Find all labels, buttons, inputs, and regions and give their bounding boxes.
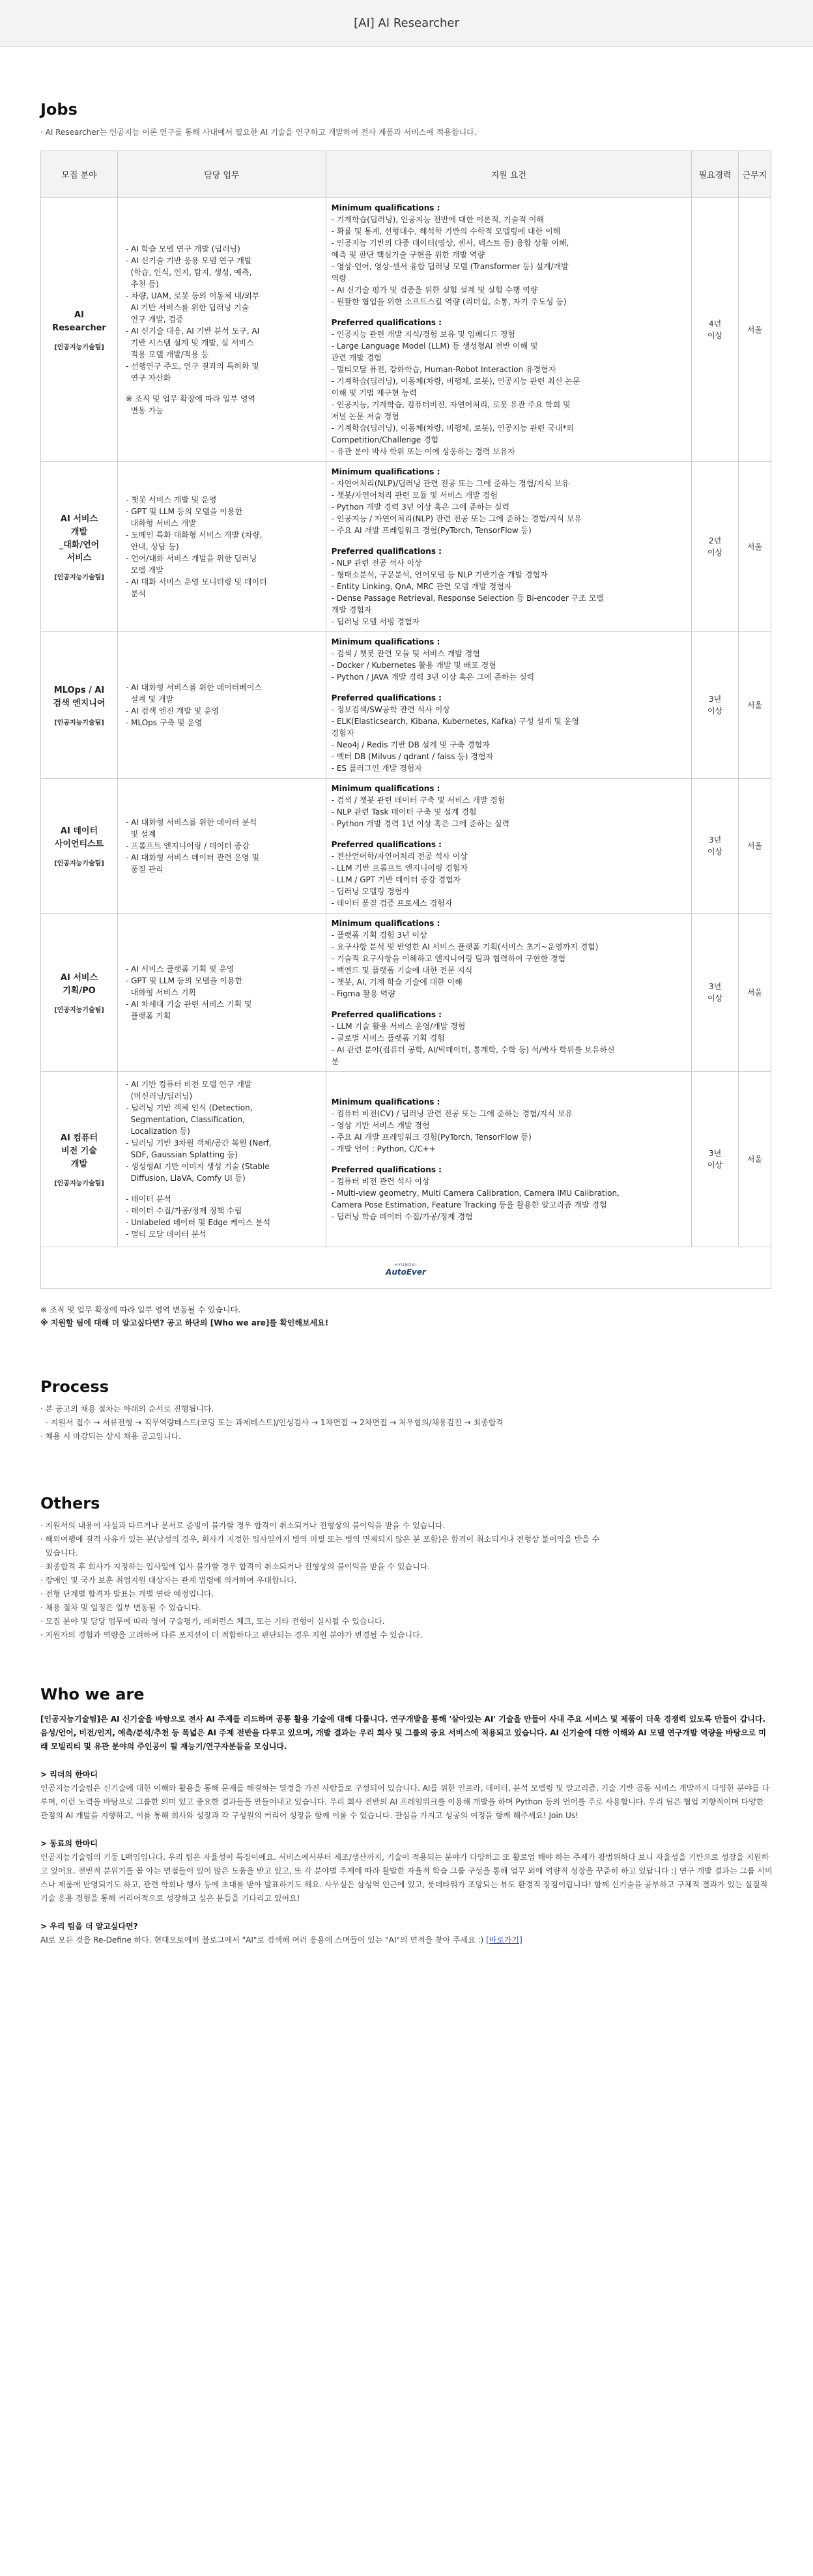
minimum-qualification-line: - 영상 기반 서비스 개발 경험 xyxy=(331,1121,430,1130)
others-line: · 모집 분야 및 담당 업무에 따라 영어 구술평가, 레퍼런스 체크, 또는 기타 전형이 실시될 수 있습니다. xyxy=(40,1617,385,1626)
job-experience-cell xyxy=(692,779,739,914)
job-division: [인공지능기술팀] xyxy=(54,1006,104,1014)
preferred-qualification-line: 저널 논문 저술 경험 xyxy=(331,412,399,421)
duty-line: 안내, 상담 등) xyxy=(125,542,179,551)
job-area-name: 서비스 xyxy=(66,553,92,563)
header-duties: 담당 업무 xyxy=(117,151,326,198)
preferred-qualification-line: - Large Language Model (LLM) 등 생성형AI 전반 이해 및 xyxy=(331,341,538,351)
experience-text: 이상 xyxy=(707,1161,723,1170)
job-requirements-cell xyxy=(326,198,691,462)
duty-line: - 딥러닝 기반 3차원 객체/공간 복원 (Nerf, xyxy=(125,1138,272,1148)
duty-line: - 데이터 분석 xyxy=(125,1194,171,1204)
duty-line: 기반 시스템 설계 및 개발, 실 서비스 xyxy=(125,338,254,347)
minimum-qualification-line: - NLP 관련 Task 데이터 구축 및 설계 경험 xyxy=(331,807,477,817)
duty-line: 연구 자산화 xyxy=(125,373,171,383)
experience-text: 2년 xyxy=(708,536,722,545)
preferred-qualification-line: - NLP 관련 전공 석사 이상 xyxy=(331,558,422,568)
job-duties-cell xyxy=(117,914,326,1072)
duty-line: - AI 검색 엔진 개발 및 운영 xyxy=(125,706,220,716)
job-requirements-cell xyxy=(326,632,691,779)
others-line: · 지원서의 내용이 사실과 다르거나 문서로 증빙이 불가할 경우 합격이 취소되거나 전형상의 불이익을 받을 수 있습니다. xyxy=(40,1521,446,1530)
jobs-table-body xyxy=(41,198,771,1247)
minimum-qualification-line: - 자연어처리(NLP)/딥러닝 관련 전공 또는 그에 준하는 경험/지식 보유 xyxy=(331,479,569,488)
duty-line: - 딥러닝 기반 객체 인식 (Detection, xyxy=(125,1103,253,1112)
job-area-name: AI 컴퓨터 xyxy=(60,1133,98,1143)
minimum-qualification-line: - Docker / Kubernetes 활용 개발 및 배포 경험 xyxy=(331,661,496,670)
duty-line: - 데이터 수집/가공/정제 정책 수립 xyxy=(125,1206,242,1215)
duty-line: - AI 대화형 서비스를 위한 데이터베이스 xyxy=(125,683,263,692)
preferred-qualification-line: - 딥러닝 학습 데이터 수집/가공/정제 경험 xyxy=(331,1212,473,1221)
job-location-cell xyxy=(739,632,771,779)
job-location-cell xyxy=(739,914,771,1072)
minimum-qualifications-label: Minimum qualifications : xyxy=(331,203,440,212)
minimum-qualification-line: - AI 신기술 평가 및 검증을 위한 실험 설계 및 실험 수행 역량 xyxy=(331,285,538,295)
colleague-title: > 동료의 한마디 xyxy=(40,1839,98,1848)
job-area-name: 기획/PO xyxy=(63,985,96,996)
preferred-qualification-line: - 데이터 품질 검증 프로세스 경험자 xyxy=(331,899,453,908)
job-division: [인공지능기술팀] xyxy=(54,860,104,867)
duty-line: 플랫폼 기획 xyxy=(125,1011,171,1020)
table-header-row xyxy=(41,151,771,198)
duty-line: - AI 대화형 서비스 데이터 관련 운영 및 xyxy=(125,853,260,862)
experience-text: 이상 xyxy=(707,706,723,716)
duty-line: - GPT 및 LLM 등의 모델을 이용한 xyxy=(125,976,243,985)
logo-row xyxy=(41,1247,771,1289)
duty-line: 적용 모델 개발/적용 등 xyxy=(125,350,209,359)
job-area-name: AI 데이터 xyxy=(60,826,98,836)
who-title: Who we are xyxy=(40,1685,145,1703)
job-location-cell xyxy=(739,198,771,462)
preferred-qualification-line: - Dense Passage Retrieval, Response Selection 등 Bi-encoder 구조 모델 xyxy=(331,594,604,603)
leader-text: 인공지능기술팀은 신기술에 대한 이해와 활용을 통해 문제를 해결하는 열정을 가진 사람들로 구성되어 있습니다. AI를 위한 인프라, 데이터, 분석 모델링 및 알고리즘, 기술 기반 공동 서비스 개발까지 다양한 분야를 다루며, 이런 노력을 바탕으로 그룹한 의미 있고 중요한 결과들을 만들어내고 있습니다. 우리 회사 전반의 AI 프레임워크를 이용해 개발을 하며 Python 등의 언어를 주로 사용합니다. 우리 팀은 협업 지향적이며 다양한 관점의 AI 개발을 지향하고, 이를 통해 회사와 성장과 각 구성원의 커리어 성장을 함께 이룰 수 있습니다. 관심을 가지고 성공의 여정을 함께 해주세요! Join Us! xyxy=(40,1784,770,1820)
others-line: · 해외여행에 결격 사유가 있는 분(남성의 경우, 회사가 지정한 입사일까지 병역 미필 또는 병역 면제되지 않은 분 포함)은 합격이 취소되거나 전형상 불이익을 받을 수 xyxy=(40,1535,600,1544)
preferred-qualification-line: 분 xyxy=(331,1057,339,1066)
header-experience: 필요경력 xyxy=(692,151,739,198)
minimum-qualifications-label: Minimum qualifications : xyxy=(331,784,440,793)
duty-line xyxy=(126,1184,319,1193)
duty-line: - AI 대화형 서비스를 위한 데이터 분석 xyxy=(125,818,257,827)
minimum-qualification-line: - 플랫폼 기획 경험 3년 이상 xyxy=(331,931,427,940)
preferred-qualification-line: - 컴퓨터 비전 관련 석사 이상 xyxy=(331,1177,430,1186)
spacer xyxy=(332,683,686,692)
logo-cell xyxy=(41,1247,771,1289)
duty-line: - AI 차세대 기술 관련 서비스 기획 및 xyxy=(125,1000,252,1009)
content xyxy=(0,100,813,1986)
minimum-qualification-line: - 영상·언어, 영상-센서 융합 딥러닝 모델 (Transformer 등) 설계/개발 xyxy=(331,262,569,271)
job-area-cell xyxy=(41,1072,118,1247)
experience-text: 3년 xyxy=(708,1149,722,1158)
job-area-name: Researcher xyxy=(52,323,106,333)
preferred-qualification-line: - LLM 기반 프롬프트 엔지니어링 경험자 xyxy=(331,863,468,873)
header-requirements: 지원 요건 xyxy=(326,151,691,198)
experience-text: 4년 xyxy=(708,319,722,328)
others-body xyxy=(40,1519,774,1642)
preferred-qualification-line: Competition/Challenge 경험 xyxy=(331,435,439,444)
duty-line: - AI 신기술 대응, AI 기반 분석 도구, AI xyxy=(125,326,260,336)
duty-line: - Unlabeled 데이터 및 Edge 케이스 분석 xyxy=(125,1218,271,1227)
minimum-qualifications-label: Minimum qualifications : xyxy=(331,1097,440,1107)
minimum-qualification-line: 역량 xyxy=(331,274,347,283)
job-duties-cell xyxy=(117,779,326,914)
preferred-qualifications-label: Preferred qualifications : xyxy=(331,1010,442,1019)
minimum-qualification-line: - 요구사항 분석 및 반영한 AI 서비스 플랫폼 기획(서비스 초기~운영까지 경험) xyxy=(331,942,599,951)
job-area-name: 비전 기술 xyxy=(61,1146,97,1156)
job-requirements-cell xyxy=(326,779,691,914)
job-location-cell xyxy=(739,1072,771,1247)
job-area-cell xyxy=(41,632,118,779)
duty-line: - AI 서비스 플랫폼 기획 및 운영 xyxy=(125,964,235,974)
preferred-qualification-line: - ELK(Elasticsearch, Kibana, Kubernetes, Kafka) 구성 설계 및 운영 xyxy=(331,717,580,726)
page-header xyxy=(0,0,813,47)
duty-line: 대화형 서비스 개발 xyxy=(125,519,196,528)
preferred-qualifications-label: Preferred qualifications : xyxy=(331,547,442,556)
logo-big-text: AutoEver xyxy=(386,1267,426,1277)
job-area-cell xyxy=(41,198,118,462)
job-requirements-cell xyxy=(326,1072,691,1247)
process-line: · 본 공고의 채용 절차는 아래의 순서로 진행됩니다. xyxy=(40,1404,214,1413)
blog-link[interactable]: [바로가기] xyxy=(486,1935,522,1945)
job-location-cell xyxy=(739,462,771,632)
preferred-qualification-line: - LLM / GPT 기반 데이터 증강 경험자 xyxy=(331,875,461,884)
preferred-qualification-line: - LLM 기술 활용 서비스 운영/개발 경험 xyxy=(331,1022,466,1031)
experience-text: 이상 xyxy=(707,994,723,1003)
preferred-qualification-line: - AI 관련 분야(컴퓨터 공학, AI/빅데이터, 통계학, 수학 등) 석/박사 학위를 보유하신 xyxy=(331,1045,615,1054)
job-requirements-cell xyxy=(326,462,691,632)
minimum-qualification-line: - 개발 언어 : Python, C/C++ xyxy=(331,1144,436,1153)
job-requirements-cell xyxy=(326,914,691,1072)
experience-text: 3년 xyxy=(708,982,722,991)
job-area-name: 개발 xyxy=(70,527,88,537)
job-experience-cell xyxy=(692,914,739,1072)
location-text: 서울 xyxy=(747,701,763,710)
colleague-text: 인공지능기술팀의 기둥 L팩임입니다. 우리 팀은 자율성이 특징이에요. 서비스에서부터 제조/생산까지, 기술이 적용되는 분야가 다양하고 또 활로엄 해야 하는 주제가 광범위하다 보니 자율성을 기반으로 성장을 지원하고 있어요. 전반적 분위기를 꼽 아는 면접들이 있어 많은 도움을 받고 있고, 또 각 분야별 주제에 따라 활발한 자율적 학습 그룹 구성을 통해 업무 외에 역량적 성장을 꾸준히 하고 있답니다 :) 연구 개발 결과는 그룹 서비스나 제품에 반영되기도 하고, 관련 학회나 행사 등에 초대를 받아 발표하기도 해요. 사무실은 삼성역 인근에 있고, 롯데타워가 조망되는 뷰도 환경적 장점이랍니다! 함께 신기술을 공부하고 구체적 결과가 있는 실질적 기술 응용 경험을 통해 커리어적으로 성장하고 싶은 분들을 기다리고 있어요! xyxy=(40,1853,773,1903)
duty-line: - 생성형AI 기반 이미지 생성 기술 (Stable xyxy=(125,1162,270,1171)
spacer xyxy=(332,308,686,317)
duty-line: 변동 가능 xyxy=(125,406,164,415)
minimum-qualification-line: - 백엔드 및 플랫폼 기술에 대한 전문 지식 xyxy=(331,966,473,975)
job-area-cell xyxy=(41,462,118,632)
duty-line: 설계 및 개발 xyxy=(125,695,174,704)
jobs-title: Jobs xyxy=(40,100,78,119)
minimum-qualification-line: - 인공지능 기반의 다중 데이터(영상, 센서, 텍스트 등) 융합 상황 이해, xyxy=(331,239,569,248)
duty-line: - AI 학습 모델 연구 개발 (딥러닝) xyxy=(125,244,240,253)
duty-line: - MLOps 구축 및 운영 xyxy=(125,718,203,727)
job-experience-cell xyxy=(692,632,739,779)
spacer xyxy=(332,536,686,545)
job-area-cell xyxy=(41,914,118,1072)
preferred-qualifications-label: Preferred qualifications : xyxy=(331,318,442,327)
more-text-line xyxy=(40,1933,773,1947)
table-row xyxy=(41,198,771,462)
duty-line: Localization 등) xyxy=(125,1127,190,1136)
preferred-qualification-line: - Multi-view geometry, Multi Camera Calibration, Camera IMU Calibration, xyxy=(331,1189,620,1198)
others-line: · 전형 단계별 합격자 발표는 개별 연락 예정입니다. xyxy=(40,1589,214,1599)
preferred-qualification-line: - 글로벌 서비스 플랫폼 기획 경험 xyxy=(331,1034,445,1043)
minimum-qualification-line: - 검색 / 챗봇 관련 데이터 구축 및 서비스 개발 경험 xyxy=(331,796,506,805)
job-duties-cell xyxy=(117,1072,326,1247)
location-text: 서울 xyxy=(747,988,763,997)
preferred-qualification-line: 개발 경험자 xyxy=(331,605,372,615)
spacer xyxy=(332,1000,686,1009)
preferred-qualification-line: - 유관 분야 박사 학위 또는 이에 상응하는 경력 보유자 xyxy=(331,447,515,456)
company-logo xyxy=(386,1263,426,1277)
job-area-name: 개발 xyxy=(70,1159,88,1169)
preferred-qualification-line: Camera Pose Estimation, Feature Tracking 등을 활용한 알고리즘 개발 경험 xyxy=(331,1200,607,1209)
preferred-qualification-line: - 인공지능, 기계학습, 컴퓨터비전, 자연어처리, 로봇 유관 주요 학회 및 xyxy=(331,400,571,409)
preferred-qualification-line: - 벡터 DB (Milvus / qdrant / faiss 등) 경험자 xyxy=(331,752,494,761)
preferred-qualification-line: - 기계학습(딥러닝), 이동체(차량, 비행체, 로봇), 인공지능 관련 국내*외 xyxy=(331,424,575,433)
preferred-qualifications-label: Preferred qualifications : xyxy=(331,1165,442,1174)
process-title: Process xyxy=(40,1378,109,1396)
more-title: > 우리 팀을 더 알고싶다면? xyxy=(40,1922,138,1931)
job-area-name: AI xyxy=(74,310,84,320)
others-line: · 채용 절차 및 일정은 일부 변동될 수 있습니다. xyxy=(40,1603,201,1612)
duty-line: (학습, 인식, 인지, 탐지, 생성, 예측, xyxy=(125,268,252,277)
duty-line: Segmentation, Classification, xyxy=(125,1115,245,1124)
minimum-qualification-line: - 주요 AI 개발 프레임워크 경험(PyTorch, TensorFlow 등) xyxy=(331,526,532,535)
duty-line: - 챗봇 서비스 개발 및 운영 xyxy=(125,495,217,504)
preferred-qualification-line: 이해 및 기법 재구현 능력 xyxy=(331,388,417,398)
duty-line: - 프롬프트 엔지니어링 / 데이터 증강 xyxy=(125,841,250,850)
table-row xyxy=(41,1072,771,1247)
duty-line: - GPT 및 LLM 등의 모델을 이용한 xyxy=(125,507,243,516)
duty-line: ※ 조직 및 업무 확장에 따라 일부 영역 xyxy=(125,394,256,403)
job-experience-cell xyxy=(692,1072,739,1247)
preferred-qualification-line: - Neo4j / Redis 기반 DB 설계 및 구축 경험자 xyxy=(331,740,490,749)
preferred-qualification-line: - ES 플러그인 개발 경험자 xyxy=(331,764,422,773)
preferred-qualification-line: - 딥러닝 모델링 경험자 xyxy=(331,887,410,896)
duty-line: 대화형 서비스 기획 xyxy=(125,988,196,997)
job-division: [인공지능기술팀] xyxy=(54,343,104,351)
minimum-qualification-line: - 챗봇, AI, 기계 학습 기술에 대한 이해 xyxy=(331,977,463,987)
job-division: [인공지능기술팀] xyxy=(54,573,104,581)
job-location-cell xyxy=(739,779,771,914)
location-text: 서울 xyxy=(747,1155,763,1164)
note-line: ※ 조직 및 업무 확장에 따라 일부 영역 변동될 수 있습니다. xyxy=(40,1305,241,1314)
job-area-name: MLOps / AI xyxy=(53,685,105,695)
duty-line: - AI 대화 서비스 운영 모니터링 및 데이터 xyxy=(125,577,267,586)
job-area-name: _대화/언어 xyxy=(59,540,100,550)
experience-text: 3년 xyxy=(708,835,722,845)
duty-line: (머신러닝/딥러닝) xyxy=(125,1092,193,1101)
experience-text: 이상 xyxy=(707,331,723,340)
location-text: 서울 xyxy=(747,325,763,334)
minimum-qualification-line: - 검색 / 챗봇 관련 모듈 및 서비스 개발 경험 xyxy=(331,649,480,658)
table-row xyxy=(41,462,771,632)
preferred-qualification-line: 경험자 xyxy=(331,729,354,738)
jobs-table xyxy=(40,151,771,1289)
leader-title: > 리더의 한마디 xyxy=(40,1770,98,1779)
spacer xyxy=(332,830,686,839)
duty-line: - 선행연구 주도, 연구 결과의 특허화 및 xyxy=(125,362,259,371)
more-text: AI로 모든 것을 Re-Define 하다. 현대오토에버 블로그에서 "AI"로 검색해 여러 응용에 스며들어 있는 "AI"의 면적을 찾아 주세요 :) xyxy=(40,1935,484,1945)
duty-line: 연구 개발, 검증 xyxy=(125,315,184,324)
others-line: · 최종합격 후 회사가 지정하는 입사일에 입사 불가할 경우 합격이 취소되거나 전형상의 불이익을 받을 수 있습니다. xyxy=(40,1562,431,1571)
minimum-qualification-line: - Figma 활용 역량 xyxy=(331,989,395,998)
job-area-cell xyxy=(41,779,118,914)
duty-line: SDF, Gaussian Splatting 등) xyxy=(125,1150,238,1159)
duty-line: - AI 신기술 기반 응용 모델 연구 개발 xyxy=(125,256,252,265)
preferred-qualifications-label: Preferred qualifications : xyxy=(331,840,442,849)
minimum-qualification-line: - Python 개발 경력 1년 이상 혹은 그에 준하는 실력 xyxy=(331,819,510,828)
table-row xyxy=(41,914,771,1072)
who-intro: [인공지능기술팀]은 AI 신기술을 바탕으로 전사 AI 주제를 리드하며 공통 활용 기술에 대해 다룹니다. 연구개발을 통해 '살아있는 AI' 기술을 만들어 사내 주요 서비스 및 제품이 더욱 경쟁력 있도록 만들어 갑니다. 음성/언어, 비전/인지, 예측/분석/추천 등 폭넓은 AI 주제 전반을 다루고 있으며, 개발 결과는 우리 회사 및 그룹의 중요 서비스에 적용되고 있습니다. AI 신기술에 대한 이해와 AI 모델 연구개발 역량을 바탕으로 미래 모빌리티 및 유관 분야의 주인공이 될 재능기/연구자분들을 모십니다. xyxy=(40,1715,766,1751)
preferred-qualification-line: - 인공지능 관련 개발 지식/경험 보유 및 임베디드 경험 xyxy=(331,330,515,339)
jobs-intro: · AI Researcher는 인공지능 이론 연구를 통해 사내에서 필요한 AI 기술을 연구하고 개발하여 전사 제품과 서비스에 적용합니다. xyxy=(40,128,477,137)
experience-text: 이상 xyxy=(707,847,723,856)
job-area-name: 사이언티스트 xyxy=(54,839,104,849)
minimum-qualification-line: - 기술적 요구사항을 이해하고 엔지니어링 팀과 협력하여 구현한 경험 xyxy=(331,954,566,963)
job-duties-cell xyxy=(117,462,326,632)
preferred-qualifications-label: Preferred qualifications : xyxy=(331,693,442,702)
notes xyxy=(40,1303,774,1329)
note-line-bold: ※ 지원할 팀에 대해 더 알고싶다면? 공고 하단의 [Who we are]를 확인해보세요! xyxy=(40,1318,329,1327)
duty-line: AI 기반 서비스를 위한 딥러닝 기술 xyxy=(125,303,250,312)
location-text: 서울 xyxy=(747,841,763,850)
minimum-qualification-line: - Python 개발 경력 3년 이상 혹은 그에 준하는 실력 xyxy=(331,502,510,512)
job-division: [인공지능기술팀] xyxy=(54,719,104,727)
duty-line: Diffusion, LlaVA, Comfy UI 등) xyxy=(125,1174,246,1183)
duty-line xyxy=(126,384,319,393)
header-location: 근무지 xyxy=(739,151,771,198)
logo-small-text: HYUNDAI xyxy=(394,1263,418,1267)
experience-text: 이상 xyxy=(707,548,723,557)
duty-line: - 차량, UAM, 로봇 등의 이동체 내/외부 xyxy=(125,291,260,300)
process-line: - 지원서 접수 → 서류전형 → 직무역량테스트(코딩 또는 과제테스트)/인성검사 → 1차면접 → 2차면접 → 처우협의/채용검진 → 최종합격 xyxy=(40,1418,504,1427)
duty-line: 품질 관리 xyxy=(125,865,164,874)
preferred-qualification-line: - 전산언어학/자연어처리 전공 석사 이상 xyxy=(331,852,468,861)
preferred-qualification-line: - 정보검색/SW공학 관련 석사 이상 xyxy=(331,705,450,714)
location-text: 서울 xyxy=(747,542,763,551)
minimum-qualification-line: - 원활한 협업을 위한 소프트스킬 역량 (리더십, 소통, 자기 주도성 등) xyxy=(331,297,567,306)
others-title: Others xyxy=(40,1494,100,1512)
preferred-qualification-line: - 형태소분석, 구문분석, 언어모델 등 NLP 기반기술 개발 경험자 xyxy=(331,570,548,579)
process-line: · 채용 시 마감되는 상시 채용 공고입니다. xyxy=(40,1432,181,1441)
duty-line: - 언어/대화 서비스 개발을 위한 딥러닝 xyxy=(125,554,257,563)
job-experience-cell xyxy=(692,462,739,632)
preferred-qualification-line: - 기계학습(딥러닝), 이동체(차량, 비행체, 로봇), 인공지능 관련 최신 논문 xyxy=(331,377,580,386)
preferred-qualification-line: - Entity Linking, QnA, MRC 관련 모델 개발 경험자 xyxy=(331,582,512,591)
who-body xyxy=(40,1713,773,1947)
minimum-qualifications-label: Minimum qualifications : xyxy=(331,637,440,646)
header-area: 모집 분야 xyxy=(41,151,118,198)
job-area-name: 검색 엔지니어 xyxy=(53,698,106,708)
others-line: · 지원자의 경험과 역량을 고려하여 다른 포지션이 더 적합하다고 판단되는 경우 지원 분야가 변경될 수 있습니다. xyxy=(40,1630,423,1640)
table-row xyxy=(41,779,771,914)
preferred-qualification-line: - 딥러닝 모델 서빙 경험자 xyxy=(331,617,420,626)
experience-text: 3년 xyxy=(708,695,722,704)
page-title: [AI] AI Researcher xyxy=(354,16,459,30)
minimum-qualifications-label: Minimum qualifications : xyxy=(331,467,440,476)
minimum-qualification-line: 예측 및 판단 핵심기술 구현을 위한 개발 역량 xyxy=(331,250,485,259)
others-line: · 장애인 및 국가 보훈 취업지원 대상자는 관계 법령에 의거하여 우대합니다. xyxy=(40,1576,297,1585)
duty-line: - 도메인 특화 대화형 서비스 개발 (차량, xyxy=(125,530,263,540)
duty-line: 및 설계 xyxy=(125,830,156,839)
others-line: 있습니다. xyxy=(40,1548,78,1557)
job-duties-cell xyxy=(117,632,326,779)
minimum-qualification-line: - 인공지능 / 자연어처리(NLP) 관련 전공 또는 그에 준하는 경험/지식 보유 xyxy=(331,514,582,523)
job-division: [인공지능기술팀] xyxy=(54,1179,104,1187)
process-body xyxy=(40,1402,774,1443)
preferred-qualification-line: - 멀티모달 퓨전, 강화학습, Human-Robot Interaction 유경험자 xyxy=(331,365,556,374)
minimum-qualification-line: - 기계학습(딥러닝), 인공지능 전반에 대한 이론적, 기술적 이해 xyxy=(331,215,544,224)
duty-line: 분석 xyxy=(125,589,146,598)
spacer xyxy=(332,1155,686,1164)
job-area-name: AI 서비스 xyxy=(60,514,98,524)
preferred-qualification-line: 관련 개발 경험 xyxy=(331,353,382,362)
minimum-qualification-line: - Python / JAVA 개발 경력 3년 이상 혹은 그에 준하는 실력 xyxy=(331,673,535,682)
duty-line: 모델 개발 xyxy=(125,566,164,575)
minimum-qualification-line: - 챗봇/자연어처리 관련 모듈 및 서비스 개발 경험 xyxy=(331,491,498,500)
duty-line: - AI 기반 컴퓨터 비전 모델 연구 개발 xyxy=(125,1080,252,1089)
table-row xyxy=(41,632,771,779)
minimum-qualifications-label: Minimum qualifications : xyxy=(331,919,440,928)
job-area-name: AI 서비스 xyxy=(60,972,98,983)
job-experience-cell xyxy=(692,198,739,462)
minimum-qualification-line: - 주요 AI 개발 프레임워크 경험(PyTorch, TensorFlow 등) xyxy=(331,1133,532,1142)
duty-line: - 멀티 모달 데이터 분석 xyxy=(125,1230,207,1239)
duty-line: 추천 등) xyxy=(125,280,159,289)
job-duties-cell xyxy=(117,198,326,462)
minimum-qualification-line: - 확률 및 통계, 선형대수, 해석학 기반의 수학적 모델링에 대한 이해 xyxy=(331,227,561,236)
minimum-qualification-line: - 컴퓨터 비전(CV) / 딥러닝 관련 전공 또는 그에 준하는 경험/지식 보유 xyxy=(331,1109,573,1118)
